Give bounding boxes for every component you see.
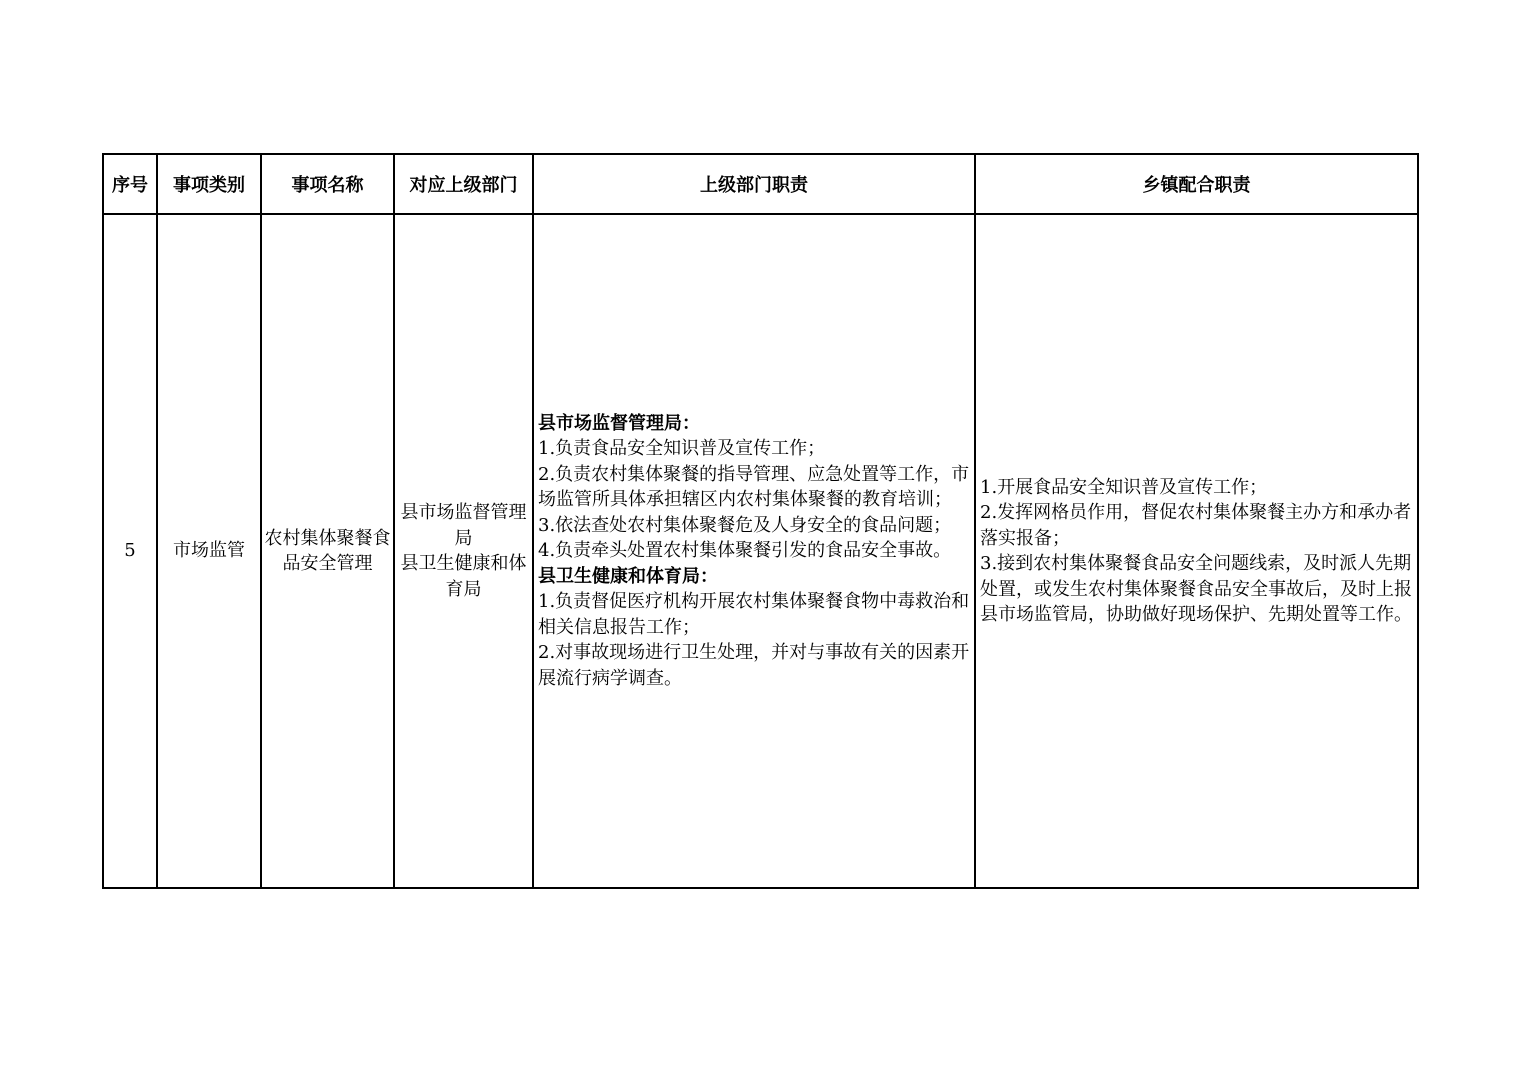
- cell-town-duty: [975, 214, 1418, 888]
- cell-upper-duty: [533, 214, 975, 888]
- upper-duty-item: 3.依法查处农村集体聚餐危及人身安全的食品问题；: [538, 514, 952, 536]
- cell-name: 农村集体聚餐食品安全管理: [261, 214, 394, 888]
- header-row: [103, 154, 1418, 214]
- cell-dept: [394, 214, 533, 888]
- header-name: 事项名称: [261, 154, 394, 214]
- town-duty-item: 2.发挥网格员作用，督促农村集体聚餐主办方和承办者落实报备；: [980, 502, 1412, 549]
- upper-duty-item: 1.负责食品安全知识普及宣传工作；: [538, 438, 826, 460]
- upper-duty-section2-title: 县卫生健康和体育局：: [538, 565, 718, 587]
- upper-duty-item: 4.负责牵头处置农村集体聚餐引发的食品安全事故。: [538, 540, 952, 562]
- dept-line-2: 县卫生健康和体育局: [400, 553, 527, 600]
- cell-category: 市场监管: [157, 214, 261, 888]
- cell-seq: 5: [103, 214, 157, 888]
- upper-duty-item: 2.对事故现场进行卫生处理，并对与事故有关的因素开展流行病学调查。: [538, 642, 970, 689]
- upper-duty-item: 1.负责督促医疗机构开展农村集体聚餐食物中毒救治和相关信息报告工作；: [538, 591, 970, 638]
- header-town-duty: 乡镇配合职责: [975, 154, 1418, 214]
- duty-table: [102, 153, 1419, 889]
- upper-duty-item: 2.负责农村集体聚餐的指导管理、应急处置等工作，市场监管所具体承担辖区内农村集体聚餐的教育培训；: [538, 463, 970, 511]
- header-category: 事项类别: [157, 154, 261, 214]
- header-seq: 序号: [103, 154, 157, 214]
- header-upper-duty: 上级部门职责: [533, 154, 975, 214]
- dept-line-1: 县市场监督管理局: [400, 502, 527, 549]
- table-row: [103, 214, 1418, 888]
- upper-duty-section1-title: 县市场监督管理局：: [538, 412, 700, 434]
- header-dept: 对应上级部门: [394, 154, 533, 214]
- town-duty-item: 1.开展食品安全知识普及宣传工作；: [980, 476, 1268, 498]
- town-duty-item: 3.接到农村集体聚餐食品安全问题线索，及时派人先期处置，或发生农村集体聚餐食品安全事故后，及时上报县市场监管局，协助做好现场保护、先期处置等工作。: [980, 553, 1412, 625]
